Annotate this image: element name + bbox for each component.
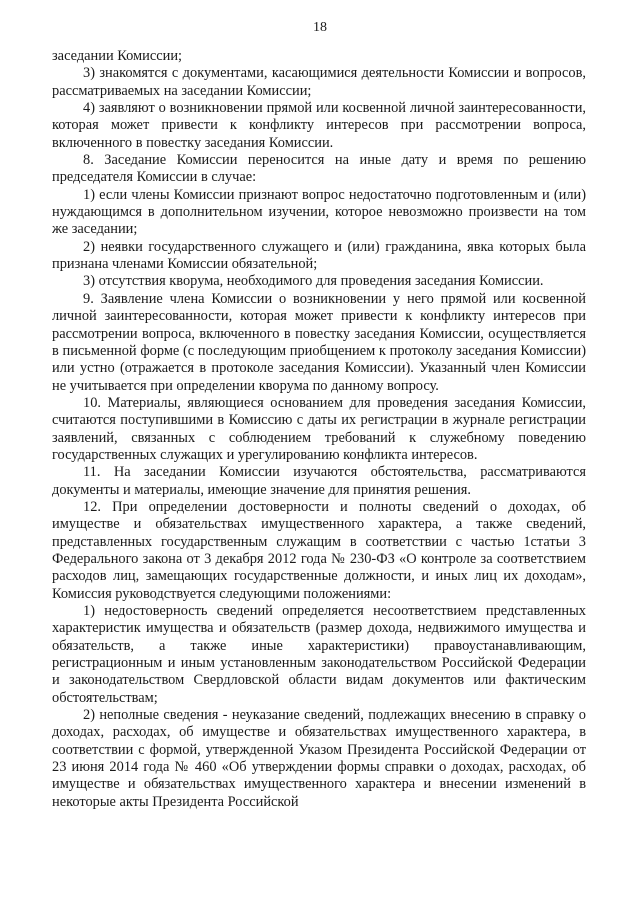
paragraph-section-8: 8. Заседание Комиссии переносится на иные дату и время по решению председателя Комиссии в случае: [52,152,586,186]
paragraph-section-8-item-2: 2) неявки государственного служащего и (или) гражданина, явка которых была признана членами Комиссии обязательной; [52,238,586,273]
paragraph-item-4-interest: 4) заявляют о возникновении прямой или косвенной личной заинтересованности, которая может привести к конфликту интересов при рассмотрении вопроса, включенного в повестку заседания Комиссии. [52,100,586,151]
page-number: 18 [313,20,327,35]
paragraph-continuation: заседании Комиссии; [52,48,183,64]
paragraph-section-9: 9. Заявление члена Комиссии о возникновении у него прямой или косвенной личной заинтересованности, которая может привести к конфликту интересов при рассмотрении вопроса, включенного в повестку заседания Комиссии, осуществляется в письменной форме (с последующим приобщением к протоколу заседания Комиссии) или устно (отражается в протоколе заседания Комиссии). Указанный член Комиссии не учитывается при определении кворума по данному вопросу. [52,290,586,394]
paragraph-section-12-item-2: 2) неполные сведения - неуказание сведений, подлежащих внесению в справку о доходах, расходах, об имуществе и обязательствах имущественного характера, в соответствии с формой, утвержденной Указом Президента Российской Федерации от 23 июня 2014 года № 460 «Об утверждении формы справки о доходах, расходах, об имуществе и обязательствах имущественного характера и внесении изменений в некоторые акты Президента Российской [52,707,586,810]
paragraph-section-12-item-1: 1) недостоверность сведений определяется несоответствием представленных характеристик имущества и обязательств (размер дохода, недвижимого имущества и обязательств, а также иные характеристики) правоустанавливающим, регистрационным и иным установленным законодательством Российской Федерации и законодательством Свердловской области видам документов или фактическим обстоятельствам; [52,603,586,706]
paragraph-section-10: 10. Материалы, являющиеся основанием для проведения заседания Комиссии, считаются поступившими в Комиссию с даты их регистрации в журнале регистрации заявлений, связанных с соблюдением требований к служебному поведению государственных служащих и урегулированию конфликта интересов. [52,394,586,463]
paragraph-section-12: 12. При определении достоверности и полноты сведений о доходах, об имуществе и обязательствах имущественного характера, а также сведений, представленных государственным служащим в соответствии с частью 1статьи 3 Федерального закона от 3 декабря 2012 года № 230-ФЗ «О контроле за соответствием расходов лиц, замещающих государственные должности, и иных лиц их доходам», Комиссия руководствуется следующими положениями: [52,498,586,602]
document-body [52,48,586,811]
paragraph-section-8-item-1: 1) если члены Комиссии признают вопрос недостаточно подготовленным и (или) нуждающимся в дополнительном изучении, которое невозможно произвести на том же заседании; [52,186,586,238]
paragraph-section-11: 11. На заседании Комиссии изучаются обстоятельства, рассматриваются документы и материалы, имеющие значение для принятия решения. [52,464,586,498]
paragraph-item-3-documents: 3) знакомятся с документами, касающимися деятельности Комиссии и вопросов, рассматриваемых на заседании Комиссии; [52,65,586,99]
paragraph-section-8-item-3: 3) отсутствия кворума, необходимого для проведения заседания Комиссии. [83,273,544,290]
